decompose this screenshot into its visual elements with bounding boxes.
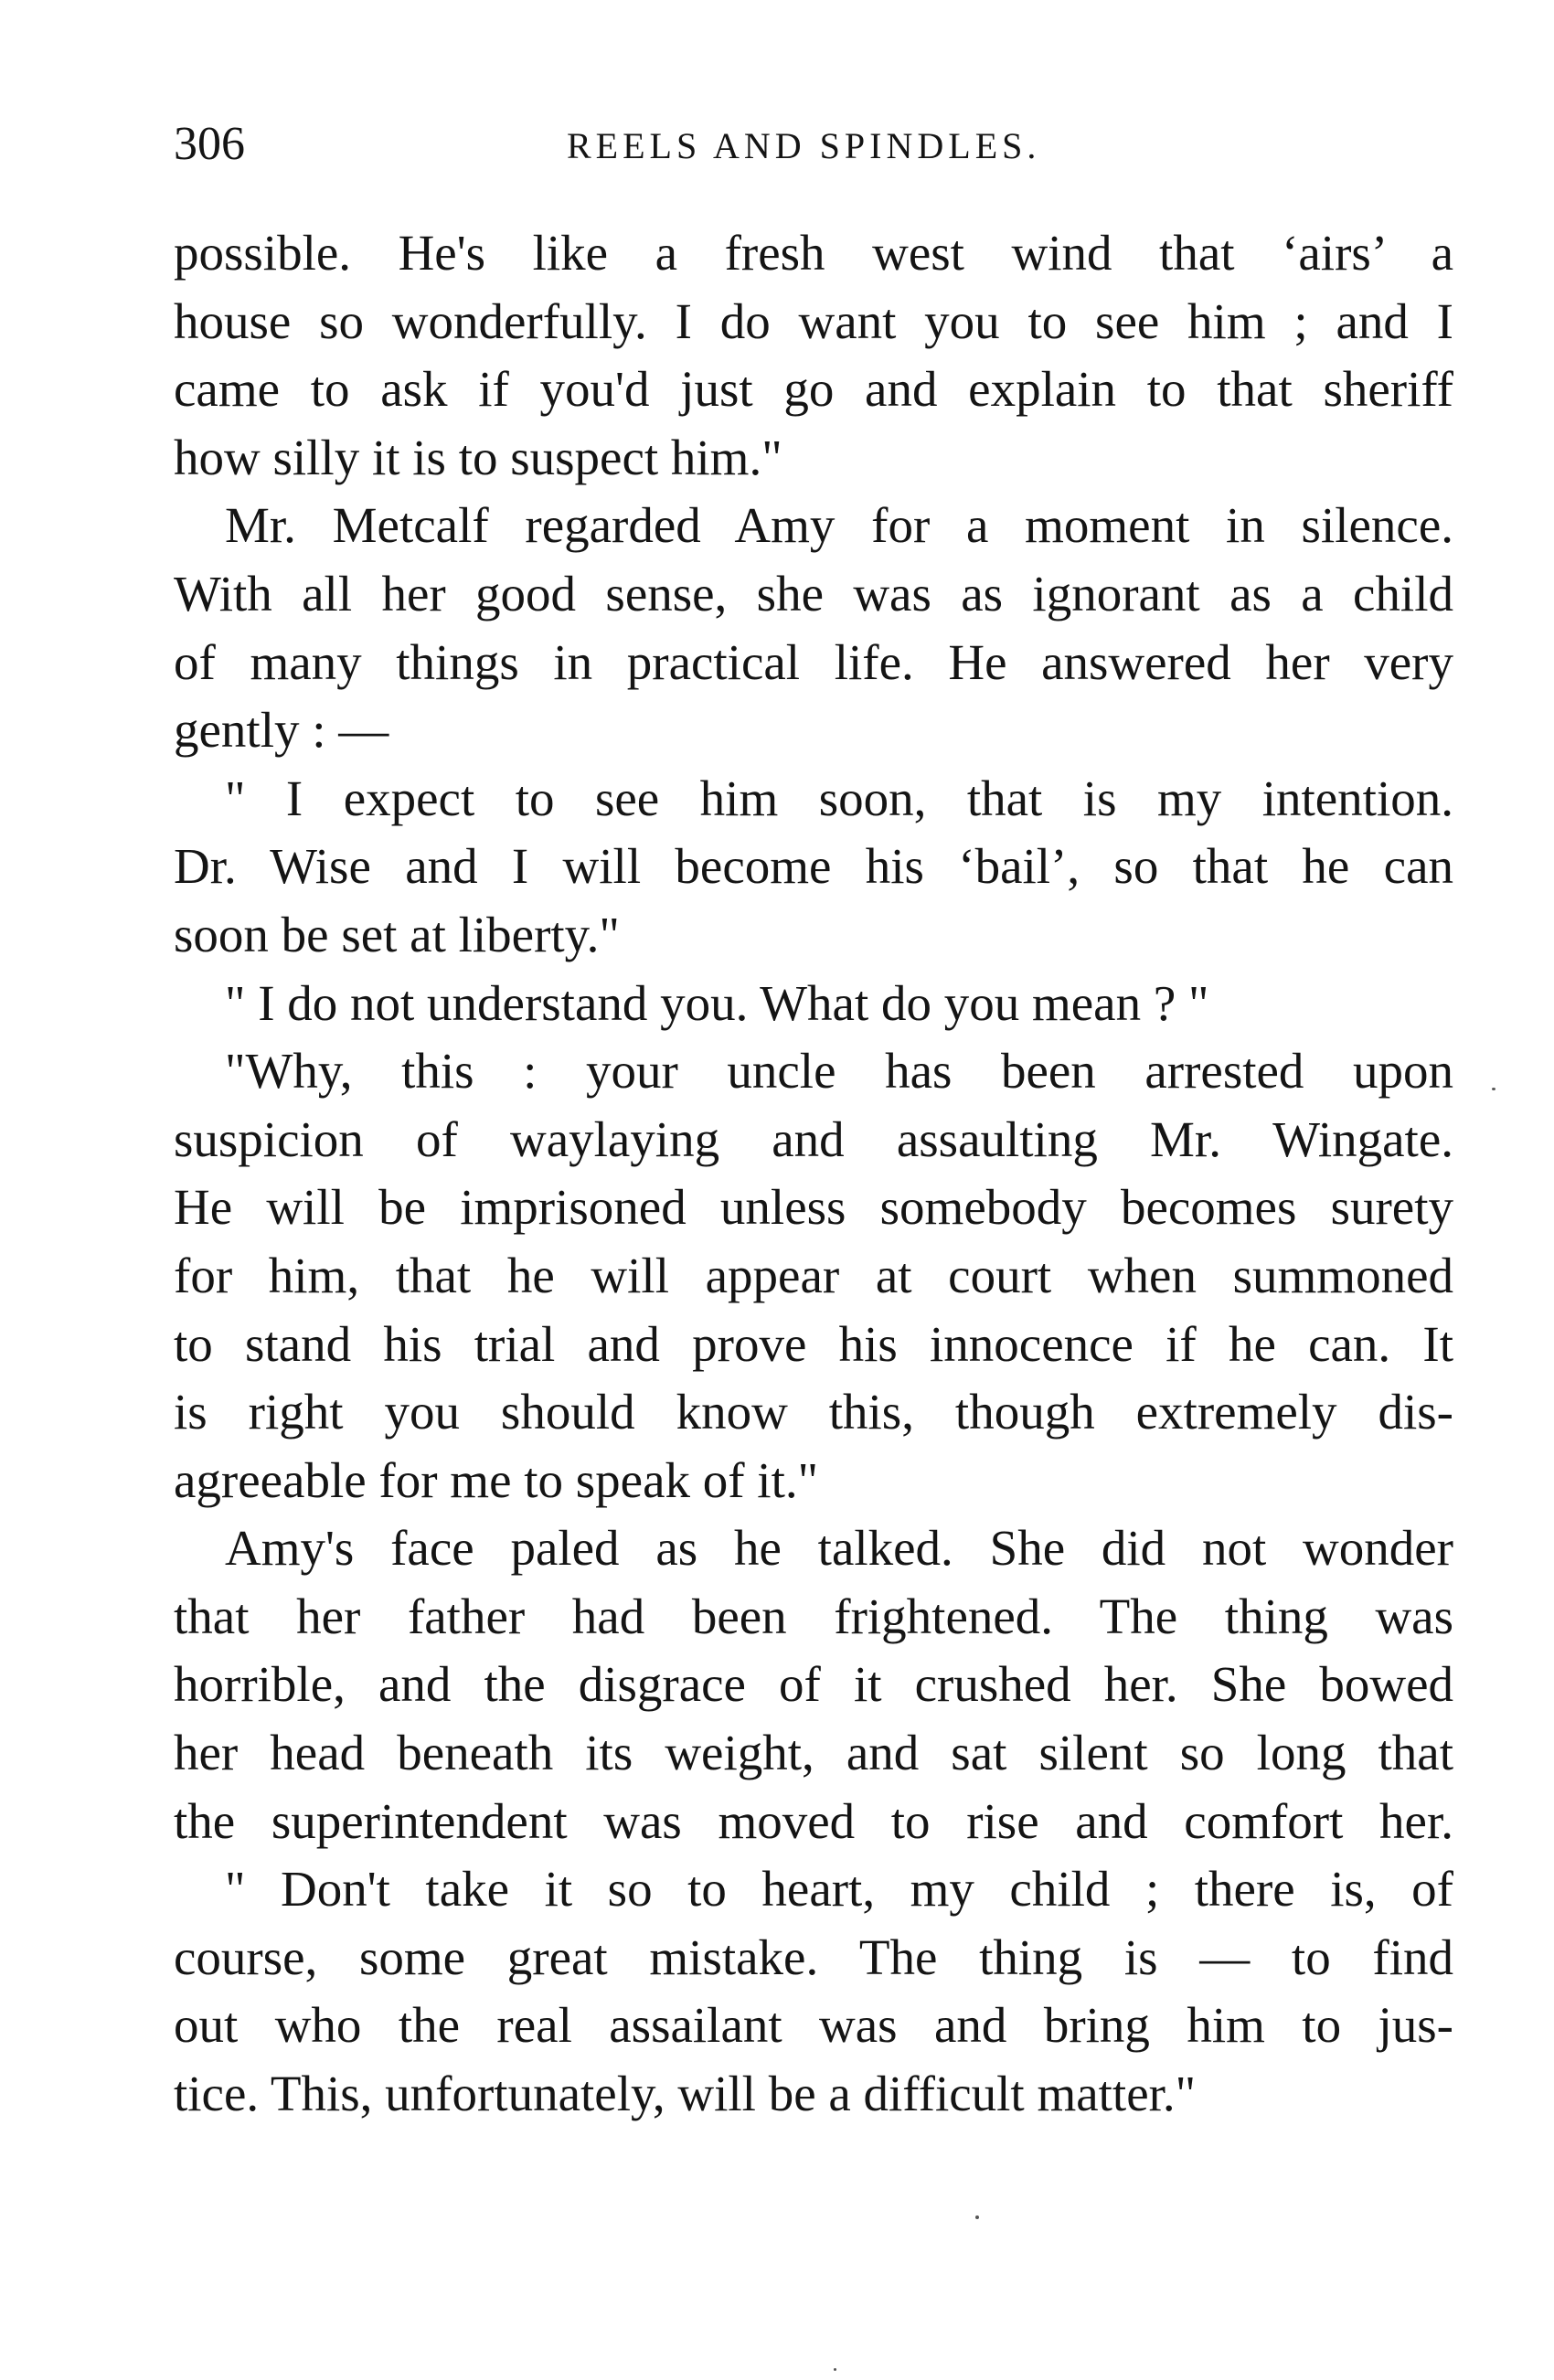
- text-line: came to ask if you'd just go and explain to that sheriff: [174, 361, 1453, 418]
- text-line: " I expect to see him soon, that is my intention.: [225, 770, 1453, 826]
- text-line: tice. This, unfortunately, will be a difficult matter.": [174, 2066, 1197, 2122]
- text-line: Dr. Wise and I will become his ‘bail’, so that he can: [174, 838, 1453, 895]
- text-line: agreeable for me to speak of it.": [174, 1451, 819, 1508]
- text-line: "Why, this : your uncle has been arrested upon: [225, 1043, 1453, 1100]
- print-speck: [834, 2368, 836, 2371]
- text-line: her head beneath its weight, and sat silent so long that: [174, 1725, 1453, 1781]
- text-line: suspicion of waylaying and assaulting Mr. Wingate.: [174, 1110, 1453, 1167]
- text-line: for him, that he will appear at court when summoned: [174, 1247, 1453, 1303]
- page-number: 306: [174, 118, 245, 170]
- text-line: of many things in practical life. He answered her very: [174, 633, 1453, 690]
- text-line: He will be imprisoned unless somebody becomes surety: [174, 1179, 1453, 1236]
- text-line: house so wonderfully. I do want you to see him ; and I: [174, 292, 1453, 349]
- text-line: horrible, and the disgrace of it crushed her. She bowed: [174, 1656, 1453, 1713]
- text-line: Mr. Metcalf regarded Amy for a moment in silence.: [225, 497, 1453, 554]
- text-line: Amy's face paled as he talked. She did not wonder: [225, 1520, 1453, 1577]
- text-line: to stand his trial and prove his innocence if he can. It: [174, 1315, 1453, 1372]
- text-line: out who the real assailant was and bring him to jus-: [174, 1997, 1453, 2054]
- print-speck: [1492, 1088, 1495, 1090]
- text-line: With all her good sense, she was as ignorant as a child: [174, 565, 1453, 622]
- running-title: REELS AND SPINDLES.: [567, 125, 1041, 166]
- text-line: possible. He's like a fresh west wind that ‘airs’ a: [174, 225, 1453, 281]
- text-line: the superintendent was moved to rise and comfort her.: [174, 1792, 1453, 1849]
- text-line: how silly it is to suspect him.": [174, 429, 782, 485]
- text-line: soon be set at liberty.": [174, 906, 620, 962]
- text-line: " I do not understand you. What do you mean ? ": [225, 974, 1209, 1031]
- text-line: gently : —: [174, 702, 389, 759]
- body-text: [174, 219, 1453, 2129]
- text-line: course, some great mistake. The thing is — to find: [174, 1928, 1453, 1985]
- print-speck: [975, 2215, 979, 2219]
- text-line: that her father had been frightened. The thing was: [174, 1588, 1453, 1644]
- text-line: " Don't take it so to heart, my child ; there is, of: [225, 1861, 1453, 1918]
- running-head: [174, 117, 1453, 172]
- text-line: is right you should know this, though extremely dis-: [174, 1384, 1453, 1440]
